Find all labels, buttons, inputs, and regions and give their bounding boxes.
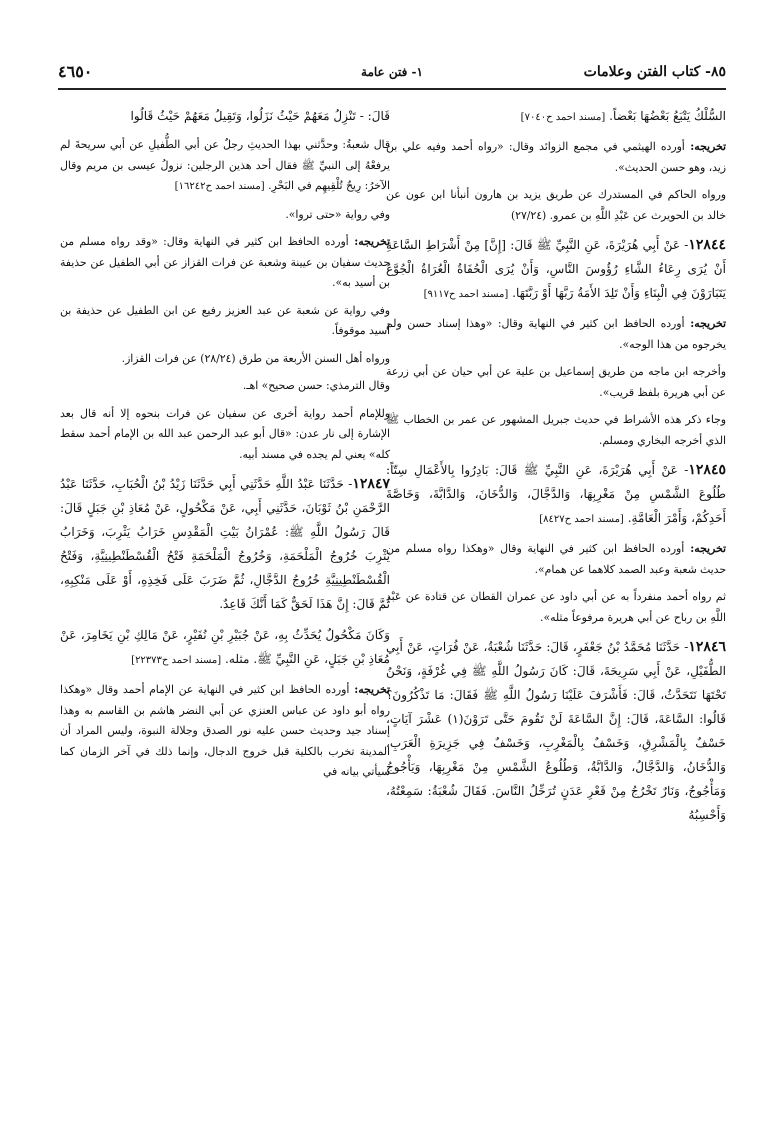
- right-column: [386, 104, 726, 834]
- hadith-paragraph: [386, 635, 726, 827]
- takhrij-paragraph: [60, 232, 390, 294]
- text-paragraph: [386, 185, 726, 226]
- text-paragraph: [386, 104, 726, 130]
- hadith-number: ١٢٨٤٦: [688, 639, 726, 655]
- text-paragraph: [60, 376, 390, 397]
- takhrij-paragraph: [386, 137, 726, 178]
- takhrij-paragraph: [386, 539, 726, 580]
- section-title: ١- فتن عامة: [361, 65, 423, 79]
- hadith-paragraph: [386, 233, 726, 307]
- hadith-number: ١٢٨٤٥: [688, 462, 726, 478]
- hadith-number: ١٢٨٤٤: [688, 237, 726, 253]
- text-paragraph: [60, 404, 390, 466]
- text-paragraph: [60, 349, 390, 370]
- paragraph-text: أورده الحافظ ابن كثير في النهاية وقال: «وهذا إسناد حسن ولم يخرجوه من هذا الوجه».: [386, 317, 726, 351]
- paragraph-text: وفي رواية عن شعبة عن عبد العزيز رفيع عن ابن الطفيل عن حذيفة بن أسيد موقوفاً.: [60, 303, 390, 337]
- hadith-number: ١٢٨٤٧: [352, 476, 390, 492]
- paragraph-text: السُّلْكُ يَتْبَعُ بَعْضُهَا بَعْضاً.: [609, 109, 726, 123]
- text-paragraph: [60, 301, 390, 342]
- paragraph-text: ورواه الحاكم في المستدرك عن طريق يزيد بن هارون أنبأنا ابن عون عن خالد بن الحويرث عن عَبْدِ اللَّهِ بن عمرو. (٢٧/٢٤): [386, 188, 726, 222]
- text-paragraph: [60, 135, 390, 198]
- paragraph-text: ثم رواه أحمد منفرداً به عن أبي داود عن عمران القطان عن قتادة عن عَبْدِ اللَّهِ بن رباح عن أبي هريرة مرفوعاً مثله».: [386, 590, 726, 624]
- takhrij-paragraph: [386, 314, 726, 355]
- paragraph-text: وجاء ذكر هذه الأشراط في حديث جبريل المشهور عن عمر بن الخطاب ﷺ الذي أخرجه البخاري ومسلم.: [386, 413, 726, 447]
- paragraph-text: وَكَانَ مَكْحُولٌ يُحَدِّثُ بِهِ، عَنْ جُبَيْرِ بْنِ نُفَيْرٍ، عَنْ مَالِكِ بْنِ يَخَامِرَ، عَنْ مُعَاذِ بْنِ جَبَلٍ، عَنِ النَّبِيِّ ﷺ. مثله.: [60, 628, 390, 666]
- paragraph-text: أورده الهيثمي في مجمع الزوائد وقال: «رواه أحمد وفيه علي بن زيد، وهو حسن الحديث».: [386, 140, 726, 174]
- text-paragraph: [386, 410, 726, 451]
- paragraph-text: وفي رواية «حتى تروا».: [285, 207, 390, 221]
- takhrij-label: تخريجه:: [349, 683, 390, 696]
- takhrij-label: تخريجه:: [348, 235, 390, 248]
- paragraph-text: قَالَ: - تَنْزِلُ مَعَهُمْ حَيْثُ نَزَلُوا، وَتَقِيلُ مَعَهُمْ حَيْثُ قَالُوا: [130, 109, 390, 123]
- hadith-paragraph: [60, 472, 390, 616]
- chapter-title: ٨٥- كتاب الفتن وعلامات: [583, 64, 726, 80]
- paragraph-text: أورده الحافظ ابن كثير في النهاية وقال: «وقد رواه مسلم من حديث سفيان بن عيينة وشعبة عن فرات القزاز عن أبي الطفيل عن حذيفة بن أسيد به».: [60, 235, 390, 289]
- musnad-reference: [مسند احمد ح٢٢٣٧٣]: [131, 655, 222, 666]
- text-paragraph: [386, 587, 726, 628]
- takhrij-paragraph: [60, 680, 390, 783]
- musnad-reference: [مسند احمد ح٩١١٧]: [423, 289, 509, 300]
- hadith-paragraph: [60, 623, 390, 673]
- page-header: [58, 62, 726, 90]
- paragraph-text: وللإمام أحمد رواية أخرى عن سفيان عن فرات بنحوه إلا أنه قال بعد الإشارة إلى نار عدن: «قال أبو عبد الرحمن عبد الله بن الإمام أحمد سقط كله» يعني لم يجده في مسند أبيه.: [60, 406, 390, 461]
- paragraph-text: - عَنْ أَبِي هُرَيْرَةَ، عَنِ النَّبِيِّ ﷺ قَالَ: [إِنَّ] مِنْ أَشْرَاطِ السَّاعَةِ أَنْ يُرَى رِعَاءُ الشَّاءِ رُؤُوسَ النَّاسِ، وَأَنْ يُرَى الْحُفَاةُ الْعُرَاةُ الْجُوَّعُ يَتَبَارَوْنَ فِي الْبِنَاءِ وَأَنْ تَلِدَ الأَمَةُ رَبَّهَا أَوْ رَبَّتَهَا.: [386, 238, 726, 300]
- takhrij-label: تخريجه:: [684, 317, 726, 330]
- hadith-paragraph: [386, 458, 726, 532]
- left-column: [60, 104, 390, 790]
- page-number: ٤٦٥٠: [58, 62, 93, 81]
- paragraph-text: - عَنْ أَبِي هُرَيْرَةَ، عَنِ النَّبِيِّ ﷺ قَالَ: بَادِرُوا بِالأَعْمَالِ سِتّاً: طُلُوعَ الشَّمْسِ مِنْ مَغْرِبِهَا، وَالدَّجَّالَ، وَالدُّخَانَ، وَالدَّابَّةَ، وَخَاصَّةَ أَحَدِكُمْ، وَأَمْرَ الْعَامَّةِ.: [386, 463, 726, 525]
- takhrij-label: تخريجه:: [684, 140, 726, 153]
- paragraph-text: أورده الحافظ ابن كثير في النهاية عن الإمام أحمد وقال «وهكذا رواه أبو داود عن عباس العنزي عن أبي النضر هاشم بن القاسم به وهذا إسناد جيد وحديث حسن عليه نور الصدق وجلالة النبوة، وليس المراد أن المدينة تخرب بالكلية قبل خروج الدجال، وإنما ذلك في آخر الزمان كما سيأتي بيانه في: [60, 683, 390, 778]
- musnad-reference: [مسند احمد ح٨٤٢٧]: [539, 514, 624, 525]
- paragraph-text: أورده الحافظ ابن كثير في النهاية وقال «وهكذا رواه مسلم من حديث شعبة وعبد الصمد كلاهما عن همام».: [386, 542, 726, 576]
- paragraph-text: وقال الترمذي: حسن صحيح» اهـ.: [242, 379, 390, 392]
- text-paragraph: [386, 362, 726, 403]
- text-paragraph: [60, 205, 390, 226]
- takhrij-label: تخريجه:: [684, 542, 726, 555]
- musnad-reference: [مسند احمد ح٧٠٤٠]: [520, 112, 606, 123]
- paragraph-text: - حَدَّثَنَا عَبْدُ اللَّهِ حَدَّثَنِي أَبِي حَدَّثَنَا زَيْدُ بْنُ الْحُبَابِ، حَدَّثَنَا عَبْدُ الرَّحْمَنِ بْنُ ثَوْبَانَ، حَدَّثَنِي أَبِي، عَنْ مَكْحُولٍ، عَنْ مُعَاذِ بْنِ جَبَلٍ قَالَ: قَالَ رَسُولُ اللَّهِ ﷺ: عُمْرَانُ بَيْتِ الْمَقْدِسِ خَرَابُ يَثْرِبَ، وَخَرَابُ يَثْرِبَ خُرُوجُ الْمَلْحَمَةِ، وَخُرُوجُ الْمَلْحَمَةِ فَتْحُ الْقُسْطَنْطِينِيَّةِ، وَفَتْحُ الْقُسْطَنْطِينِيَّةِ خُرُوجُ الدَّجَّالِ، ثُمَّ ضَرَبَ عَلَى فَخِذِهِ، أَوْ عَلَى مَنْكِبِهِ، ثُمَّ قَالَ: إِنَّ هَذَا لَحَقٌّ كَمَا أَنَّكَ قَاعِدٌ.: [60, 477, 390, 611]
- paragraph-text: قال شعبةُ: وحدَّثني بهذا الحديثِ رجلٌ عن أبي الطُّفيلِ عن أبي سريحةَ لم يرفعْهُ إلى النبيِّ ﷺ فقال أحد هذين الرجلين: نزولُ عيسى بن مريم وقال الآخرُ: رِيحٌ تُلْقِيهِم في البَحْرِ.: [60, 138, 390, 192]
- paragraph-text: ورواه أهل السنن الأربعة من طرق (٢٨/٢٤) عن فرات القزاز.: [121, 351, 390, 365]
- musnad-reference: [مسند احمد ح١٦٢٤٢]: [174, 181, 265, 192]
- paragraph-text: - حَدَّثَنَا مُحَمَّدُ بْنُ جَعْفَرٍ، قَالَ: حَدَّثَنَا شُعْبَةُ، عَنْ فُرَاتٍ، عَنْ أَبِي الطُّفَيْلِ، عَنْ أَبِي سَرِيحَةَ، قَالَ: كَانَ رَسُولُ اللَّهِ ﷺ فِي غُرْفَةٍ، وَنَحْنُ تَحْتَهَا نَتَحَدَّثُ، قَالَ: فَأَشْرَفَ عَلَيْنَا رَسُولُ اللَّهِ ﷺ فَقَالَ: مَا تَذْكُرُونَ؟ قَالُوا: السَّاعَةَ، قَالَ: إِنَّ السَّاعَةَ لَنْ تَقُومَ حَتَّى تَرَوْنَ(١) عَشْرَ آيَاتٍ، خَسْفٌ بِالْمَشْرِقِ، وَخَسْفٌ بِالْمَغْرِبِ، وَخَسْفٌ فِي جَزِيرَةِ الْعَرَبِ، وَالدُّخَانُ، وَالدَّجَّالُ، وَالدَّابَّةُ، وَطُلُوعُ الشَّمْسِ مِنْ مَغْرِبِهَا، وَيَأْجُوجُ وَمَأْجُوجُ، وَنَارٌ تَخْرُجُ مِنْ قَعْرِ عَدَنٍ تُرَحِّلُ النَّاسَ. فَقَالَ شُعْبَةُ: سَمِعْتُهُ، وَأَحْسِبُهُ: [386, 640, 726, 822]
- text-paragraph: [60, 104, 390, 128]
- paragraph-text: وأخرجه ابن ماجه من طريق إسماعيل بن علية عن أبي حيان عن أبي زرعة عن أبي هريرة بلفظ قريب».: [386, 365, 726, 399]
